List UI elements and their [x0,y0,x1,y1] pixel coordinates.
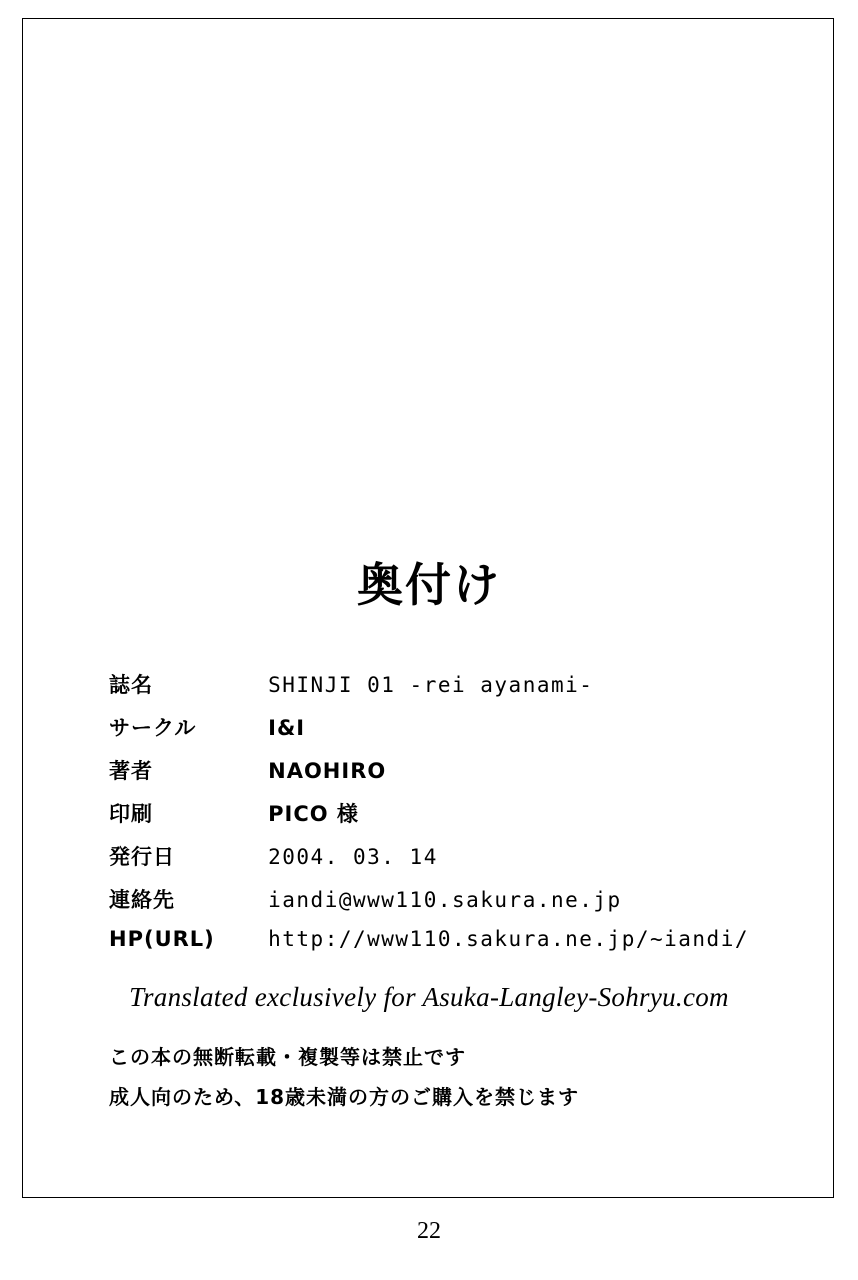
translation-credit: Translated exclusively for Asuka-Langley-Sohryu.com [129,981,729,1012]
info-value-date: 2004. 03. 14 [268,844,438,869]
info-value-title: SHINJI 01 -rei ayanami- [268,672,594,697]
info-label-circle: サークル [109,715,197,740]
colophon-section [0,560,858,1127]
table-row [109,669,749,712]
page-number: 22 [417,1218,441,1244]
publication-info-table [109,669,749,964]
info-label-title: 誌名 [109,672,153,697]
notice-age-restriction: 成人向のため、18歳未満の方のご購入を禁じます [109,1084,580,1109]
info-value-author: NAOHIRO [268,758,387,783]
info-label-date: 発行日 [109,844,175,869]
table-row [109,755,749,798]
notice-reproduction: この本の無断転載・複製等は禁止です [109,1044,466,1069]
table-row [109,712,749,755]
info-value-printer: PICO 様 [268,801,359,826]
info-label-printer: 印刷 [109,801,153,826]
table-row [109,798,749,841]
info-value-circle: I&I [268,715,306,740]
info-value-homepage: http://www110.sakura.ne.jp/~iandi/ [268,926,749,951]
info-label-homepage: HP(URL) [109,926,215,951]
table-row [109,841,749,884]
info-value-contact: iandi@www110.sakura.ne.jp [268,887,622,912]
table-row [109,884,749,927]
info-label-contact: 連絡先 [109,887,175,912]
page-title: 奥付け [357,558,501,612]
table-row [109,927,749,964]
legal-notices [109,1044,749,1127]
info-label-author: 著者 [109,758,153,783]
